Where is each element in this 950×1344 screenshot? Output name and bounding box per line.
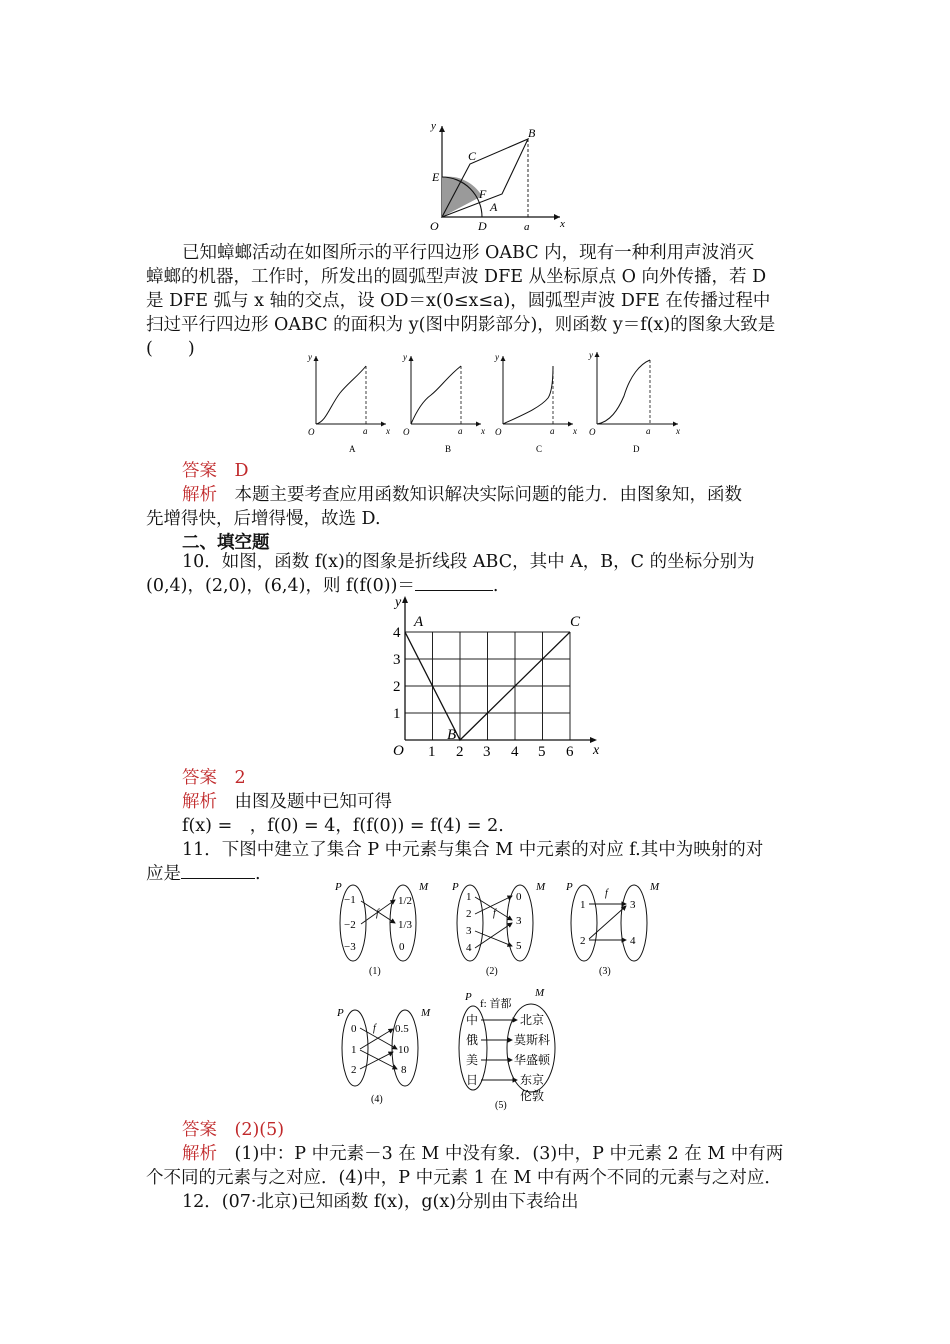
svg-text:E: E <box>432 170 440 184</box>
svg-text:0: 0 <box>516 891 522 903</box>
svg-text:C: C <box>536 444 543 454</box>
svg-text:P: P <box>337 1007 344 1019</box>
svg-text:伦敦: 伦敦 <box>520 1089 545 1103</box>
svg-text:y: y <box>308 352 312 362</box>
q9-text-line-5: ( ) <box>146 339 195 359</box>
svg-text:A: A <box>490 200 498 214</box>
q10-text-line-1: 10．如图，函数 f(x)的图象是折线段 ABC，其中 A，B，C 的坐标分别为 <box>182 552 755 572</box>
svg-text:M: M <box>421 1007 431 1019</box>
svg-text:北京: 北京 <box>520 1013 545 1027</box>
svg-text:O: O <box>495 427 502 437</box>
q11-analysis-line-2: 个不同的元素与之对应．(4)中，P 中元素 1 在 M 中有两个不同的元素与之对应． <box>146 1168 782 1188</box>
q9-text-line-4: 扫过平行四边形 OABC 的面积为 y(图中阴影部分)，则函数 y＝f(x)的图象大致是 <box>146 315 776 335</box>
svg-text:P: P <box>335 881 342 893</box>
answer-value: D <box>234 461 249 481</box>
svg-text:(4): (4) <box>371 1094 383 1105</box>
svg-text:f: 首都: f: 首都 <box>480 998 512 1010</box>
svg-text:f: f <box>605 888 608 899</box>
svg-text:C: C <box>570 614 581 630</box>
svg-text:5: 5 <box>538 744 546 760</box>
svg-text:1: 1 <box>351 1044 357 1056</box>
q9-analysis-line-1: 解析 本题主要考查应用函数知识解决实际问题的能力．由图象知，函数 <box>182 485 742 505</box>
svg-text:x: x <box>560 218 565 230</box>
svg-text:0: 0 <box>399 941 405 953</box>
svg-text:D: D <box>478 219 487 233</box>
svg-text:华盛顿: 华盛顿 <box>514 1053 551 1067</box>
section-heading: 二、填空题 <box>182 533 270 553</box>
svg-text:(1): (1) <box>369 966 381 977</box>
svg-text:A: A <box>414 614 424 630</box>
svg-text:x: x <box>481 426 485 436</box>
svg-text:B: B <box>447 727 457 743</box>
svg-text:O: O <box>589 427 596 437</box>
option-graph-d <box>588 350 680 454</box>
q11-analysis-line-1: 解析 (1)中：P 中元素－3 在 M 中没有象．(3)中，P 中元素 2 在 M 中有两 <box>182 1144 784 1164</box>
q11-answer: 答案 (2)(5) <box>182 1120 285 1140</box>
svg-text:A: A <box>349 444 356 454</box>
svg-text:1: 1 <box>393 706 401 722</box>
q10-text-line-2: (0,4)，(2,0)，(6,4)，则 f(f(0))＝ . <box>146 576 499 596</box>
analysis-label: 解析 <box>182 485 217 505</box>
q9-analysis-line-2: 先增得快，后增得慢，故选 D. <box>146 509 381 529</box>
svg-text:美: 美 <box>466 1053 479 1067</box>
svg-text:a: a <box>458 426 463 436</box>
svg-text:a: a <box>363 426 368 436</box>
svg-text:日: 日 <box>466 1073 479 1087</box>
svg-text:2: 2 <box>351 1064 357 1076</box>
svg-text:O: O <box>308 427 315 437</box>
svg-text:10: 10 <box>398 1044 409 1056</box>
mapping-diagram-4 <box>336 1007 431 1105</box>
svg-text:M: M <box>536 881 546 893</box>
mapping-diagram-3 <box>565 881 660 977</box>
svg-text:6: 6 <box>566 744 574 760</box>
svg-text:−2: −2 <box>344 919 356 931</box>
svg-text:2: 2 <box>456 744 464 760</box>
svg-text:中: 中 <box>466 1013 479 1027</box>
svg-text:f: f <box>373 1023 376 1034</box>
svg-text:a: a <box>524 221 530 233</box>
svg-text:B: B <box>445 444 452 454</box>
svg-text:2: 2 <box>393 679 401 695</box>
svg-text:M: M <box>419 881 429 893</box>
svg-text:x: x <box>386 426 390 436</box>
svg-text:3: 3 <box>630 899 636 911</box>
option-graph-b <box>402 352 485 454</box>
q10-analysis: 解析 由图及题中已知可得 <box>182 792 392 812</box>
svg-text:−3: −3 <box>344 941 356 953</box>
svg-text:1/3: 1/3 <box>398 919 413 931</box>
q10-grid-graph <box>385 594 615 764</box>
svg-text:f: f <box>376 908 379 919</box>
svg-text:0.5: 0.5 <box>395 1023 409 1035</box>
option-graph-a <box>307 352 390 454</box>
q10-formula: f(x) = ，f(0) = 4，f(f(0)) = f(4) = 2. <box>182 816 504 836</box>
svg-text:(2): (2) <box>486 966 498 977</box>
svg-text:C: C <box>468 149 477 163</box>
svg-text:x: x <box>593 743 600 758</box>
svg-text:1: 1 <box>466 891 472 903</box>
svg-text:1: 1 <box>428 744 436 760</box>
svg-text:O: O <box>393 743 404 759</box>
svg-text:8: 8 <box>401 1064 407 1076</box>
svg-text:M: M <box>535 987 545 999</box>
q9-option-graphs <box>300 348 690 458</box>
svg-text:F: F <box>479 187 487 201</box>
option-graph-c <box>494 352 577 454</box>
svg-text:3: 3 <box>466 925 472 937</box>
q10-answer: 答案 2 <box>182 768 246 788</box>
svg-text:(5): (5) <box>495 1100 507 1111</box>
svg-text:2: 2 <box>580 935 586 947</box>
q12-text: 12．(07·北京)已知函数 f(x)，g(x)分别由下表给出 <box>182 1192 579 1212</box>
svg-text:(3): (3) <box>599 966 611 977</box>
svg-text:x: x <box>573 426 577 436</box>
q11-text-line-2: 应是 . <box>146 864 261 884</box>
svg-text:4: 4 <box>466 942 472 954</box>
svg-text:f: f <box>493 908 496 919</box>
svg-text:x: x <box>676 426 680 436</box>
answer-label: 答案 <box>182 461 217 481</box>
svg-text:4: 4 <box>630 935 636 947</box>
svg-text:P: P <box>452 881 459 893</box>
svg-text:y: y <box>589 350 593 360</box>
mapping-diagram-5 <box>459 987 555 1111</box>
q9-text-line-3: 是 DFE 弧与 x 轴的交点，设 OD＝x(0≤x≤a)，圆弧型声波 DFE 在传播过程中 <box>146 291 771 311</box>
svg-text:4: 4 <box>511 744 519 760</box>
svg-text:y: y <box>403 352 407 362</box>
q11-text-line-1: 11．下图中建立了集合 P 中元素与集合 M 中元素的对应 f.其中为映射的对 <box>182 840 764 860</box>
mapping-diagram-2 <box>451 881 546 977</box>
svg-text:俄: 俄 <box>466 1033 479 1047</box>
svg-text:3: 3 <box>516 915 522 927</box>
q9-text-line-1: 已知蟑螂活动在如图所示的平行四边形 OABC 内，现有一种利用声波消灭 <box>182 243 755 263</box>
svg-text:B: B <box>528 126 536 140</box>
svg-text:东京: 东京 <box>520 1073 545 1087</box>
mapping-diagram-1 <box>334 881 429 977</box>
svg-text:O: O <box>403 427 410 437</box>
svg-text:莫斯科: 莫斯科 <box>514 1033 551 1047</box>
svg-text:−1: −1 <box>344 894 356 906</box>
parallelogram-figure <box>420 118 570 238</box>
q9-answer <box>182 459 842 483</box>
svg-text:O: O <box>430 219 439 233</box>
svg-text:0: 0 <box>351 1023 357 1035</box>
svg-text:y: y <box>431 120 436 132</box>
svg-text:M: M <box>650 881 660 893</box>
svg-text:P: P <box>465 991 472 1003</box>
svg-text:a: a <box>646 426 651 436</box>
svg-text:1/2: 1/2 <box>398 895 413 907</box>
svg-text:3: 3 <box>393 652 401 668</box>
svg-text:1: 1 <box>580 899 586 911</box>
svg-text:D: D <box>633 444 640 454</box>
svg-text:a: a <box>550 426 555 436</box>
q9-text-line-2: 蟑螂的机器，工作时，所发出的圆弧型声波 DFE 从坐标原点 O 向外传播，若 D <box>146 267 767 287</box>
svg-text:5: 5 <box>516 940 522 952</box>
svg-text:P: P <box>566 881 573 893</box>
svg-text:y: y <box>495 352 499 362</box>
svg-text:3: 3 <box>483 744 491 760</box>
q11-mapping-diagrams <box>325 876 665 1112</box>
svg-text:y: y <box>395 595 402 610</box>
svg-text:4: 4 <box>393 625 401 641</box>
svg-text:2: 2 <box>466 908 472 920</box>
